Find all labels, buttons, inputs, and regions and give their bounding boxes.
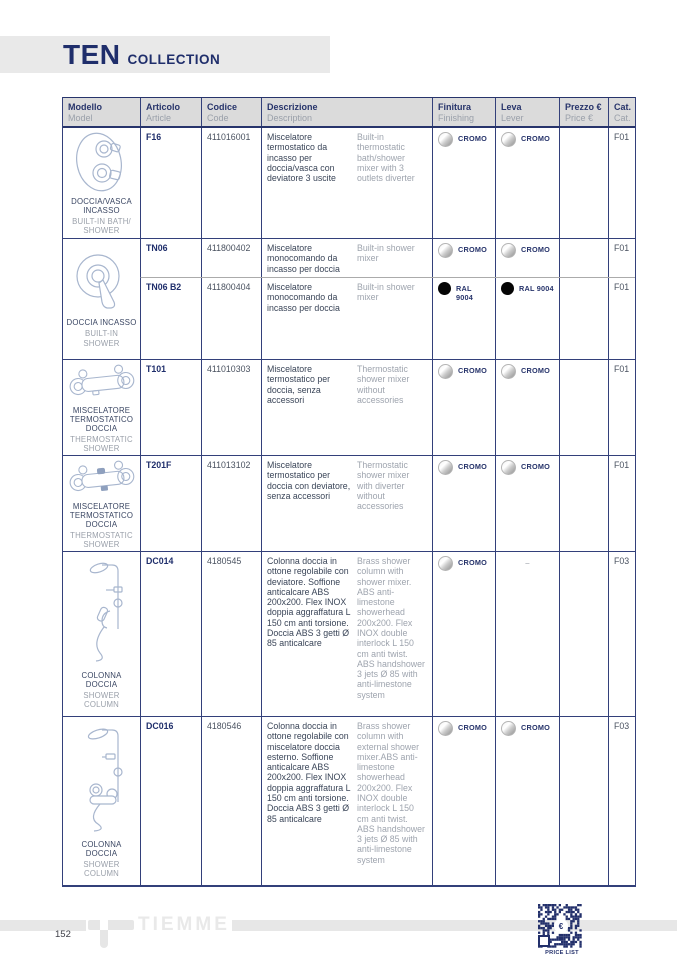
finish-cell xyxy=(433,128,496,238)
euro-icon: € xyxy=(554,919,568,933)
built-in-shower-mixer-drawing xyxy=(70,250,134,314)
description-cell xyxy=(262,239,433,277)
price-cell xyxy=(560,552,609,716)
article-code: TN06 xyxy=(141,239,202,277)
model-label-it: DOCCIA INCASSO xyxy=(66,318,137,328)
model-label-it: DOCCIA/VASCA INCASSO xyxy=(71,196,132,215)
collection-subtitle: COLLECTION xyxy=(127,52,221,67)
price-cell xyxy=(560,278,609,359)
header-cat: Cat. Cat. xyxy=(614,102,632,123)
lever-label: CROMO xyxy=(521,134,550,144)
description-it: Colonna doccia in ottone regolabile con deviatore. Soffione anticalcare ABS 200x200. Flex INOX doppia aggraffatura L 150 cm anti torsione. Doccia ABS 3 getti Ø 85 anticalcare xyxy=(267,556,351,649)
price-cell xyxy=(560,456,609,551)
table-row xyxy=(63,717,635,886)
model-label-it: MISCELATORE TERMOSTATICO DOCCIA xyxy=(69,501,134,529)
lever-cell xyxy=(496,128,560,238)
category-cell: F01 xyxy=(614,282,630,293)
finish-swatch-icon xyxy=(438,132,453,147)
header-finitura: Finitura Finishing xyxy=(433,98,496,126)
brand-wordmark: TIEMME xyxy=(138,914,230,935)
lever-swatch-icon xyxy=(501,460,516,475)
lever-label: RAL 9004 xyxy=(519,284,554,294)
description-it: Miscelatore monocomando da incasso per doccia xyxy=(267,282,340,313)
model-cell xyxy=(63,552,141,716)
article-code: T101 xyxy=(141,360,202,455)
table-header-row xyxy=(63,97,635,128)
description-it: Colonna doccia in ottone regolabile con miscelatore doccia esterno. Soffione anticalcare ABS 200x200. Flex INOX doppia aggraffatura L 150 cm anti torsione. Doccia ABS 3 getti Ø 85 anticalcare xyxy=(267,721,351,824)
finish-cell xyxy=(433,456,496,551)
product-code: 4180545 xyxy=(202,552,262,716)
thermostatic-bar-mixer-with-diverter-drawing xyxy=(68,458,136,498)
lever-cell xyxy=(496,239,560,277)
lever-swatch-icon xyxy=(501,721,516,736)
collection-title: TEN xyxy=(63,39,121,70)
lever-label: CROMO xyxy=(521,245,550,255)
price-cell xyxy=(560,717,609,885)
model-label-it: COLONNA DOCCIA xyxy=(81,670,122,689)
description-en: Thermostatic shower mixer with diverter without accessories xyxy=(357,460,410,512)
description-cell xyxy=(262,278,433,359)
table-row xyxy=(140,277,635,359)
finish-cell xyxy=(433,239,496,277)
finish-cell xyxy=(433,717,496,885)
category-cell: F01 xyxy=(614,243,630,254)
shower-column-drawing xyxy=(72,559,132,667)
finish-cell xyxy=(433,278,496,359)
description-it: Miscelatore monocomando da incasso per doccia xyxy=(267,243,340,274)
product-code: 4180546 xyxy=(202,717,262,885)
article-code: DC014 xyxy=(141,552,202,716)
finish-label: CROMO xyxy=(458,366,487,376)
model-label-en: THERMOSTATIC SHOWER xyxy=(70,531,133,550)
table-row xyxy=(63,128,635,239)
model-cell xyxy=(63,360,141,455)
model-label-it: MISCELATORE TERMOSTATICO DOCCIA xyxy=(69,405,134,433)
description-en: Thermostatic shower mixer without accessories xyxy=(357,364,410,405)
lever-swatch-icon xyxy=(501,132,516,147)
finish-swatch-icon xyxy=(438,556,453,571)
header-prezzo: Prezzo € Price € xyxy=(560,98,609,126)
table-row xyxy=(63,456,635,552)
footer-band xyxy=(232,920,677,931)
lever-swatch-icon xyxy=(501,243,516,258)
lever-cell xyxy=(496,278,560,359)
thermostatic-bar-mixer-drawing xyxy=(68,362,136,402)
model-cell xyxy=(63,128,141,238)
price-cell xyxy=(560,128,609,238)
table-row xyxy=(63,360,635,456)
qr-code xyxy=(538,904,584,948)
finish-cell xyxy=(433,552,496,716)
model-label-en: BUILT-IN SHOWER xyxy=(83,329,120,348)
description-en: Built-in thermostatic bath/shower mixer with 3 outlets diverter xyxy=(357,132,415,184)
table-row-group xyxy=(63,239,635,360)
article-code: F16 xyxy=(141,128,202,238)
price-cell xyxy=(560,360,609,455)
lever-label: CROMO xyxy=(521,462,550,472)
description-cell xyxy=(262,128,433,238)
finish-swatch-icon xyxy=(438,721,453,736)
article-code: T201F xyxy=(141,456,202,551)
price-list-qr xyxy=(538,904,586,956)
lever-cell xyxy=(496,552,560,716)
footer-band xyxy=(0,920,86,931)
model-label-en: SHOWER COLUMN xyxy=(83,860,120,879)
lever-label: CROMO xyxy=(521,723,550,733)
lever-swatch-icon xyxy=(501,364,516,379)
model-cell xyxy=(63,239,141,359)
finish-cell xyxy=(433,360,496,455)
qr-label: PRICE LIST xyxy=(545,950,579,956)
description-en: Brass shower column with shower mixer. ABS anti-limestone showerhead 200x200. Flex INOX double interlock L 150 cm anti twist. ABS handshower 3 jets Ø 85 with anti-limestone system xyxy=(357,556,425,700)
model-label-en: BUILT-IN BATH/ SHOWER xyxy=(72,217,131,236)
lever-label: – xyxy=(525,558,530,568)
table-row xyxy=(63,552,635,717)
product-table xyxy=(62,97,636,887)
model-label-en: SHOWER COLUMN xyxy=(83,691,120,710)
tiemme-logo-icon xyxy=(88,917,134,954)
header-modello: Modello Model xyxy=(63,98,141,126)
price-cell xyxy=(560,239,609,277)
description-cell xyxy=(262,456,433,551)
category-cell: F03 xyxy=(614,556,630,567)
product-code: 411010303 xyxy=(202,360,262,455)
finish-label: RAL 9004 xyxy=(456,284,474,302)
finish-swatch-icon xyxy=(438,243,453,258)
collection-title-band xyxy=(0,36,330,73)
finish-label: CROMO xyxy=(458,723,487,733)
description-cell xyxy=(262,717,433,885)
finish-label: CROMO xyxy=(458,558,487,568)
article-code: DC016 xyxy=(141,717,202,885)
lever-swatch-icon xyxy=(501,282,514,295)
category-cell: F01 xyxy=(614,132,630,143)
finish-swatch-icon xyxy=(438,460,453,475)
description-en: Built-in shower mixer xyxy=(357,243,415,264)
description-cell xyxy=(262,360,433,455)
finish-swatch-icon xyxy=(438,364,453,379)
model-label-en: THERMOSTATIC SHOWER xyxy=(70,435,133,454)
article-code: TN06 B2 xyxy=(141,278,202,359)
description-it: Miscelatore termostatico per doccia, senza accessori xyxy=(267,364,331,405)
product-code: 411013102 xyxy=(202,456,262,551)
lever-cell xyxy=(496,717,560,885)
finish-label: CROMO xyxy=(458,134,487,144)
description-cell xyxy=(262,552,433,716)
model-cell xyxy=(63,456,141,551)
lever-cell xyxy=(496,456,560,551)
header-codice: Codice Code xyxy=(202,98,262,126)
built-in-bath-shower-mixer-drawing xyxy=(71,131,133,193)
description-en: Built-in shower mixer xyxy=(357,282,415,303)
finish-label: CROMO xyxy=(458,245,487,255)
model-label-it: COLONNA DOCCIA xyxy=(81,839,122,858)
finish-label: CROMO xyxy=(458,462,487,472)
header-articolo: Articolo Article xyxy=(141,98,202,126)
page-number: 152 xyxy=(55,929,71,940)
category-cell: F03 xyxy=(614,721,630,732)
lever-cell xyxy=(496,360,560,455)
finish-swatch-icon xyxy=(438,282,451,295)
shower-column-external-mixer-drawing xyxy=(72,724,132,836)
model-cell xyxy=(63,717,141,885)
product-code: 411016001 xyxy=(202,128,262,238)
lever-label: CROMO xyxy=(521,366,550,376)
description-it: Miscelatore termostatico per doccia con deviatore, senza accessori xyxy=(267,460,351,501)
header-descrizione: Descrizione Description xyxy=(262,98,433,126)
table-row xyxy=(140,239,635,277)
product-code: 411800404 xyxy=(202,278,262,359)
category-cell: F01 xyxy=(614,460,630,471)
description-en: Brass shower column with external shower mixer.ABS anti-limestone showerhead 200x200. Flex INOX double interlock L 150 cm anti twist. ABS handshower 3 jets Ø 85 with anti-limestone system xyxy=(357,721,425,865)
category-cell: F01 xyxy=(614,364,630,375)
description-it: Miscelatore termostatico da incasso per doccia/vasca con deviatore 3 uscite xyxy=(267,132,336,184)
header-leva: Leva Lever xyxy=(496,98,560,126)
product-code: 411800402 xyxy=(202,239,262,277)
